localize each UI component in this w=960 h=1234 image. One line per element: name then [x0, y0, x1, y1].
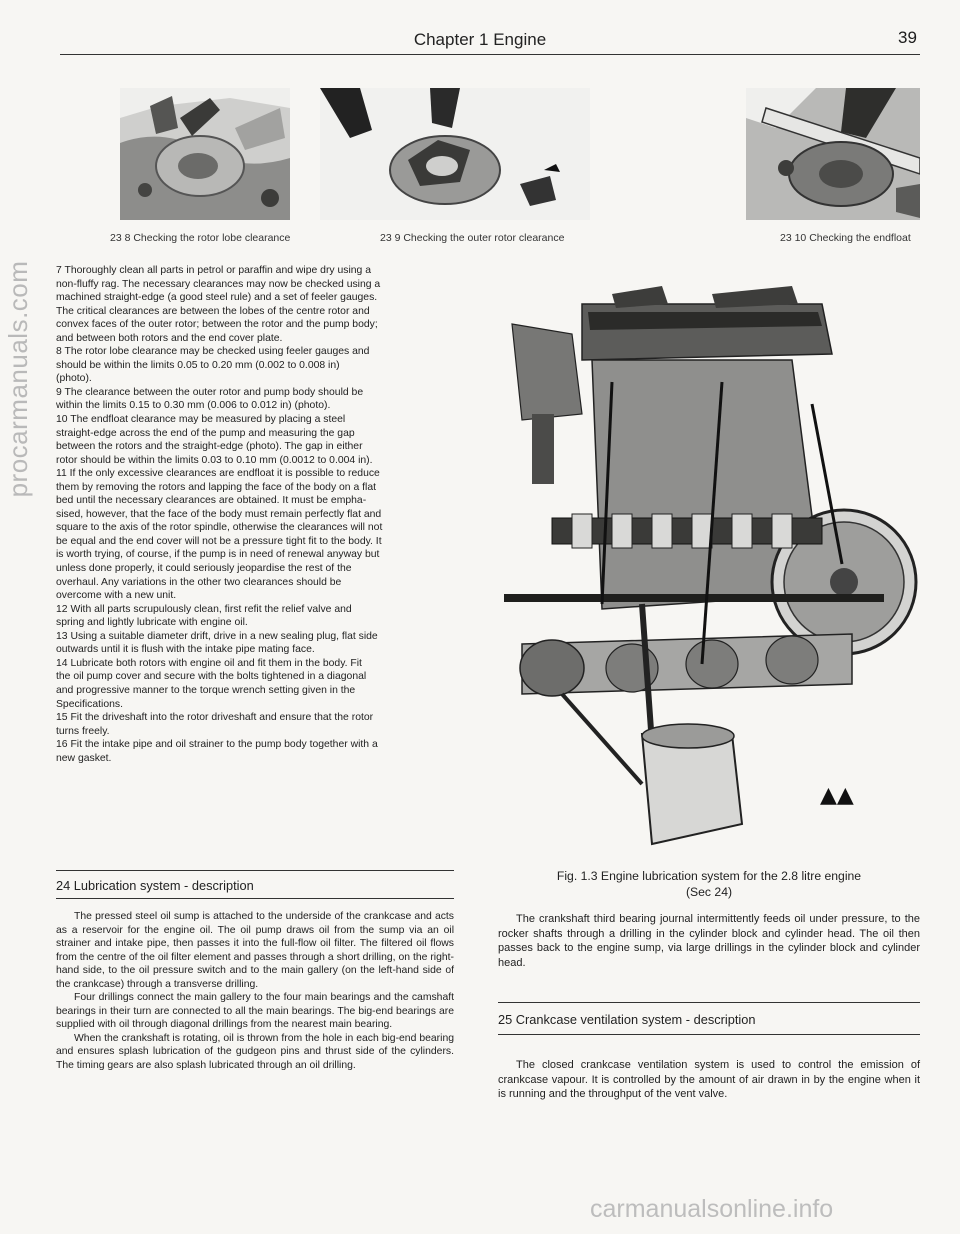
left-column-steps	[56, 264, 454, 765]
paragraph: The closed crankcase ventilation system is used to control the emission of crankcase vapour. It is controlled by the amount of air drawn in by the engine when it is running and the throughput of the vent valve.	[498, 1059, 920, 1101]
step-line: 11 If the only excessive clearances are endfloat it is possible to reduce	[56, 468, 380, 480]
step-line: bed until the necessary clearances are obtained. It must be empha-	[56, 495, 367, 507]
step-line: 7 Thoroughly clean all parts in petrol or paraffin and wipe dry using a	[56, 265, 371, 276]
figure-arrow-label: ▲▲	[820, 783, 854, 808]
paragraph: The crankshaft third bearing journal intermittently feeds oil under pressure, to the rocker shafts through a drilling in the cylinder block and cylinder head. The oil then passes back to the engine sump, via large drillings in the cylinder block and cylinder head.	[498, 913, 920, 969]
step-line: should be within the limits 0.05 to 0.20 mm (0.002 to 0.008 in)	[56, 359, 340, 371]
photo-outer-rotor	[320, 88, 590, 220]
step-line: them by removing the rotors and lapping the face of the body on a flat	[56, 481, 376, 493]
side-watermark: procarmanuals.com	[3, 260, 33, 498]
step-line: between the rotors and the straight-edge (photo). The gap in either	[56, 441, 363, 453]
step-line: straight-edge across the end of the pump and measuring the gap	[56, 427, 355, 439]
step-line: 15 Fit the driveshaft into the rotor driveshaft and ensure that the rotor	[56, 712, 374, 724]
step-line: spring and lightly lubricate with engine oil.	[56, 617, 248, 629]
paragraph: Four drillings connect the main gallery to the four main bearings and the camshaft bearings in their turn are connected to all the main bearings. The big-end bearings are supplied with oil through diagonal drillings from the nearest main bearing.	[56, 992, 454, 1031]
step-line: 13 Using a suitable diameter drift, drive in a new sealing plug, flat side	[56, 630, 378, 642]
section-24-rule-top	[56, 870, 454, 871]
step-line: unless done properly, it could seriously jeopardise the rest of the	[56, 563, 352, 575]
step-line: 14 Lubricate both rotors with engine oil and fit them in the body. Fit	[56, 657, 362, 669]
step-line: 12 With all parts scrupulously clean, first refit the relief valve and	[56, 603, 352, 615]
paragraph: The pressed steel oil sump is attached to the underside of the crankcase and acts as a reservoir for the engine oil. The oil pump draws oil from the sump via an oil strainer and intake pipe, then passes it into the full-flow oil filter. The filtered oil flows from the centre of the oil filter element and passes through a short drilling, on the right-hand side, to the oil pressure switch and to the main gallery (on the left-hand side of the crankcase) through a transverse drilling.	[56, 911, 454, 990]
step-line: new gasket.	[56, 752, 112, 764]
photo-caption-outer-rotor: 23 9 Checking the outer rotor clearance	[380, 232, 565, 244]
page-number: 39	[898, 28, 917, 47]
section-25-heading: 25 Crankcase ventilation system - description	[498, 1012, 756, 1027]
section-25-rule-top	[498, 1002, 920, 1003]
figure-caption-title: Fig. 1.3 Engine lubrication system for the 2.8 litre engine	[556, 869, 862, 883]
step-line: square to the axis of the rotor spindle, otherwise the clearances will not	[56, 522, 383, 534]
engine-lubrication-diagram	[492, 264, 920, 860]
photo-caption-endfloat: 23 10 Checking the endfloat	[780, 232, 911, 244]
step-line: 9 The clearance between the outer rotor and pump body should be	[56, 386, 364, 398]
figure-caption	[498, 868, 920, 900]
section-24-rule-bottom	[56, 898, 454, 899]
step-line: machined straight-edge (a good steel rule) and a set of feeler gauges.	[56, 292, 378, 304]
section-25-rule-bottom	[498, 1034, 920, 1035]
step-line: and between both rotors and the end cover plate.	[56, 332, 283, 344]
step-line: rotor should be within the limits 0.03 to 0.10 mm (0.0012 to 0.004 in).	[56, 454, 373, 466]
step-line: the oil pump cover and secure with the bolts tightened in a diagonal	[56, 671, 367, 683]
step-line: convex faces of the outer rotor; between the rotor and the pump body;	[56, 319, 378, 331]
step-line: turns freely.	[56, 725, 110, 737]
photo-endfloat	[746, 88, 920, 220]
step-line: and progressive manner to the torque wrench setting given in the	[56, 684, 356, 696]
step-line: within the limits 0.15 to 0.30 mm (0.006 to 0.012 in) (photo).	[56, 400, 331, 412]
step-line: non-fluffy rag. The necessary clearances may now be checked using a	[56, 278, 381, 290]
step-line: is worth trying, of course, if the pump is in need of renewal anyway but	[56, 549, 380, 561]
crankshaft-paragraph	[498, 912, 920, 970]
step-line: sised, however, that the face of the body must remain perfectly flat and	[56, 508, 382, 520]
section-24-heading: 24 Lubrication system - description	[56, 878, 254, 893]
step-line: be equal and the end cover will not be a pressure tight fit to the body. It	[56, 535, 382, 547]
step-line: Specifications.	[56, 698, 123, 710]
step-line: (photo).	[56, 373, 92, 385]
step-line: 8 The rotor lobe clearance may be checked using feeler gauges and	[56, 346, 370, 358]
step-line: overhaul. Any variations in the other two clearances should be	[56, 576, 342, 588]
page-title: Chapter 1 Engine	[413, 30, 547, 49]
paragraph: When the crankshaft is rotating, oil is thrown from the hole in each big-end bearing and ensures splash lubrication of the gudgeon pins and thrust side of the cylinders. The timing gears are also splash lubricated through an oil drilling.	[56, 1032, 454, 1072]
step-line: 16 Fit the intake pipe and oil strainer to the pump body together with a	[56, 739, 378, 751]
section-24-body	[56, 910, 454, 1073]
photo-rotor-lobe	[120, 88, 290, 220]
step-line: outwards until it is flush with the intake pipe mating face.	[56, 644, 315, 656]
photo-caption-rotor-lobe: 23 8 Checking the rotor lobe clearance	[110, 232, 291, 244]
step-line: overcome with a new unit.	[56, 590, 177, 602]
section-25-body	[498, 1058, 920, 1102]
figure-caption-section: (Sec 24)	[685, 885, 733, 899]
step-line: 10 The endfloat clearance may be measured by placing a steel	[56, 414, 346, 426]
header-rule	[60, 54, 920, 55]
step-line: The critical clearances are between the lobes of the centre rotor and	[56, 305, 370, 317]
bottom-watermark: carmanualsonline.info	[590, 1195, 834, 1223]
